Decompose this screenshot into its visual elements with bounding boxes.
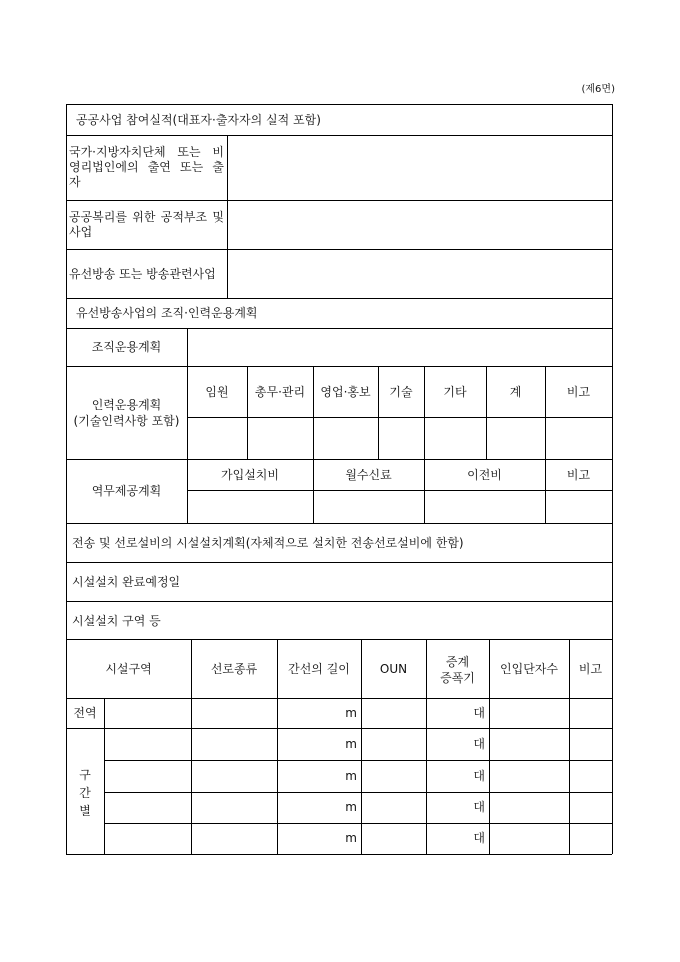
unit-dae: 대 [473,737,485,751]
col-other: 기타 [443,385,467,399]
col-service-remarks: 비고 [566,468,591,482]
rule [66,459,612,460]
col-sales: 영업·홍보 [320,385,371,399]
rule [187,328,188,523]
label-line: 자 [69,175,81,189]
rule [612,104,613,854]
label-line: 사업 [69,225,93,239]
unit-dae: 대 [473,831,485,845]
col-install-fee: 가입설치비 [221,468,279,482]
label-line: 영리법인에의 출연 또는 출 [69,160,224,174]
unit-m: m [345,706,357,720]
rule [313,366,314,459]
facility-plan-form [66,104,612,854]
rule [227,135,228,298]
rule [66,523,612,524]
rule [66,104,67,854]
rule [66,698,612,699]
whole-area-label: 전역 [73,706,97,720]
rule [66,328,612,329]
personnel-plan-label [66,397,187,429]
col-technical: 기술 [389,385,413,399]
rule [104,823,612,824]
rule [66,728,612,729]
rule [545,366,546,459]
label-line: (기술인력사항 포함) [73,414,180,428]
label-line: 증폭기 [440,671,475,685]
label-line: 국가·지방자치단체 또는 비 [69,145,224,159]
col-drop-terminals: 인입단자수 [500,662,558,676]
label-line: 증계 [445,655,470,669]
label-char: 간 [79,786,91,800]
install-area-label: 시설설치 구역 등 [72,614,161,628]
unit-dae: 대 [473,800,485,814]
col-executive: 임원 [205,385,229,399]
col-remarks: 비고 [566,385,591,399]
page-number: (제6면) [581,84,615,95]
label-char: 별 [79,804,91,818]
label-char: 구 [79,768,91,782]
col-facility-area: 시설구역 [105,662,152,676]
col-monthly-fee: 월수신료 [345,468,392,482]
col-facility-remarks: 비고 [578,662,603,676]
rule [104,792,612,793]
unit-m: m [345,769,357,783]
rule [378,366,379,459]
col-transfer-fee: 이전비 [467,468,502,482]
rule [486,366,487,459]
rule [104,760,612,761]
unit-m: m [345,800,357,814]
unit-m: m [345,737,357,751]
rule [66,249,612,250]
rule [66,854,612,855]
row-cable-broadcast-label: 유선방송 또는 방송관련사업 [69,267,216,281]
rule [104,698,105,854]
col-admin: 총무·관리 [254,385,306,399]
completion-date-label: 시설설치 완료예정일 [72,575,181,589]
label-line: 공공복리를 위한 공적부조 및 [69,210,224,224]
rule [66,639,612,640]
section2-title: 유선방송사업의 조직·인력운용계획 [76,306,258,320]
row-public-contribution-label [69,145,224,190]
col-oun: OUN [379,662,408,676]
unit-m: m [345,831,357,845]
col-total: 계 [509,385,522,399]
rule [187,417,612,418]
rule [66,601,612,602]
row-public-welfare-label [69,210,224,240]
rule [187,490,612,491]
rule [66,200,612,201]
service-plan-label: 역무제공계획 [91,484,162,498]
rule [66,562,612,563]
org-plan-label: 조직운용계획 [91,340,162,354]
rule [66,135,612,136]
rule [66,298,612,299]
rule [66,366,612,367]
rule [424,366,425,459]
rule [66,104,612,105]
by-section-label [66,766,104,820]
unit-dae: 대 [473,706,485,720]
col-trunk-length: 간선의 길이 [288,662,350,676]
col-amplifier [426,654,489,686]
col-line-type: 선로종류 [210,662,258,676]
rule [247,366,248,459]
section3-title: 전송 및 선로설비의 시설설치계획(자체적으로 설치한 전송선로설비에 한함) [72,536,464,550]
section1-title: 공공사업 참여실적(대표자·출자자의 실적 포함) [76,113,321,127]
label-line: 인력운용계획 [91,398,162,412]
unit-dae: 대 [473,769,485,783]
